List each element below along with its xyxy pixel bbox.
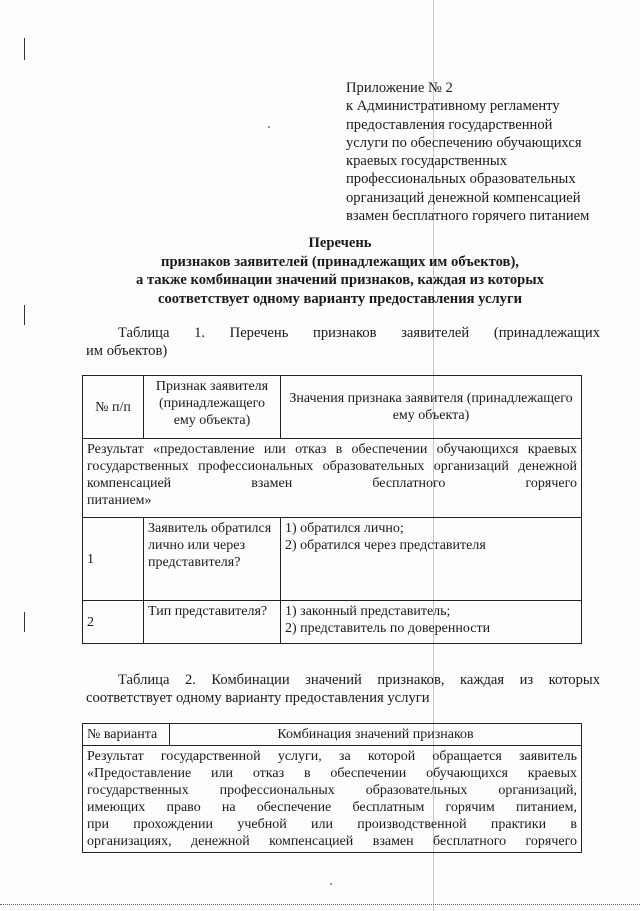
combinations-table [82,723,582,853]
appendix-line: краевых государственных [346,153,507,170]
row-sign: Заявитель обратился лично или через представителя? [144,518,281,601]
result-line: имеющих право на обеспечение бесплатным горячим питанием, [87,800,577,815]
scan-margin-mark [24,38,25,60]
scan-speck [330,883,332,885]
row-values [281,601,582,644]
result-line: организациях, денежной компенсацией взамен бесплатного горячего [87,834,577,849]
appendix-line: предоставления государственной [346,116,553,133]
result-line: Результат государственной услуги, за которой обращается заявитель [87,749,577,764]
document-title [80,234,600,308]
result-line: государственных профессиональных образовательных организаций, [87,783,577,798]
row-values [281,518,582,601]
scan-bottom-edge [0,904,640,905]
row-sign: Тип представителя? [144,601,281,644]
row-value: 1) обратился лично; [285,521,404,536]
appendix-line: взамен бесплатного горячего питанием [346,208,590,225]
row-value: 2) обратился через представителя [285,538,486,553]
row-value: 2) представитель по доверенности [285,621,491,636]
header-num: № п/п [83,376,144,439]
table-header-row [83,376,582,439]
table1-caption [86,324,600,360]
result-line: при прохождении учебной или производственной практики в [87,817,577,832]
result-cell [83,439,582,518]
title-line: а также комбинации значений признаков, каждая из которых [136,272,544,288]
scan-speck [268,126,270,128]
row-value: 1) законный представитель; [285,604,451,619]
table2-caption [86,671,600,707]
appendix-line: Приложение № 2 [346,80,453,96]
appendix-line: услуги по обеспечению обучающихся [346,134,582,151]
header-variant: № варианта [83,724,170,746]
row-num: 2 [83,601,144,644]
table1-caption-line: Таблица 1. Перечень признаков заявителей (принадлежащих [118,325,600,341]
scan-margin-mark [24,612,25,632]
table2-caption-line: Таблица 2. Комбинации значений признаков, каждая из которых [118,672,600,688]
appendix-line: профессиональных образовательных [346,171,576,188]
result-text-end: питанием» [87,493,152,508]
title-line: признаков заявителей (принадлежащих им объектов), [161,253,519,270]
result-cell [83,746,582,853]
table-row [83,601,582,644]
title-line: Перечень [308,235,372,251]
row-num: 1 [83,518,144,601]
signs-table [82,375,582,644]
result-line: «Предоставление или отказ в обеспечении обучающихся краевых [87,766,577,781]
scan-margin-mark [24,305,25,325]
header-values: Значения признака заявителя (принадлежащего ему объекта) [281,376,582,439]
appendix-header [346,79,616,225]
table-result-row [83,746,582,853]
header-combination: Комбинация значений признаков [170,724,582,746]
header-sign: Признак заявителя (принадлежащего ему объекта) [144,376,281,439]
table2-caption-line: соответствует одному варианту предоставления услуги [86,690,430,706]
table-result-row [83,439,582,518]
appendix-line: организаций денежной компенсацией [346,189,581,206]
table-header-row [83,724,582,746]
title-line: соответствует одному варианту предоставления услуги [158,290,522,307]
table-row [83,518,582,601]
table1-caption-line: им объектов) [86,343,168,359]
appendix-line: к Административному регламенту [346,98,560,115]
result-text: Результат «предоставление или отказ в обеспечении обучающихся краевых государственных профессиональных образовательных организаций денежной компенсацией взамен бесплатного горячего [87,442,577,491]
